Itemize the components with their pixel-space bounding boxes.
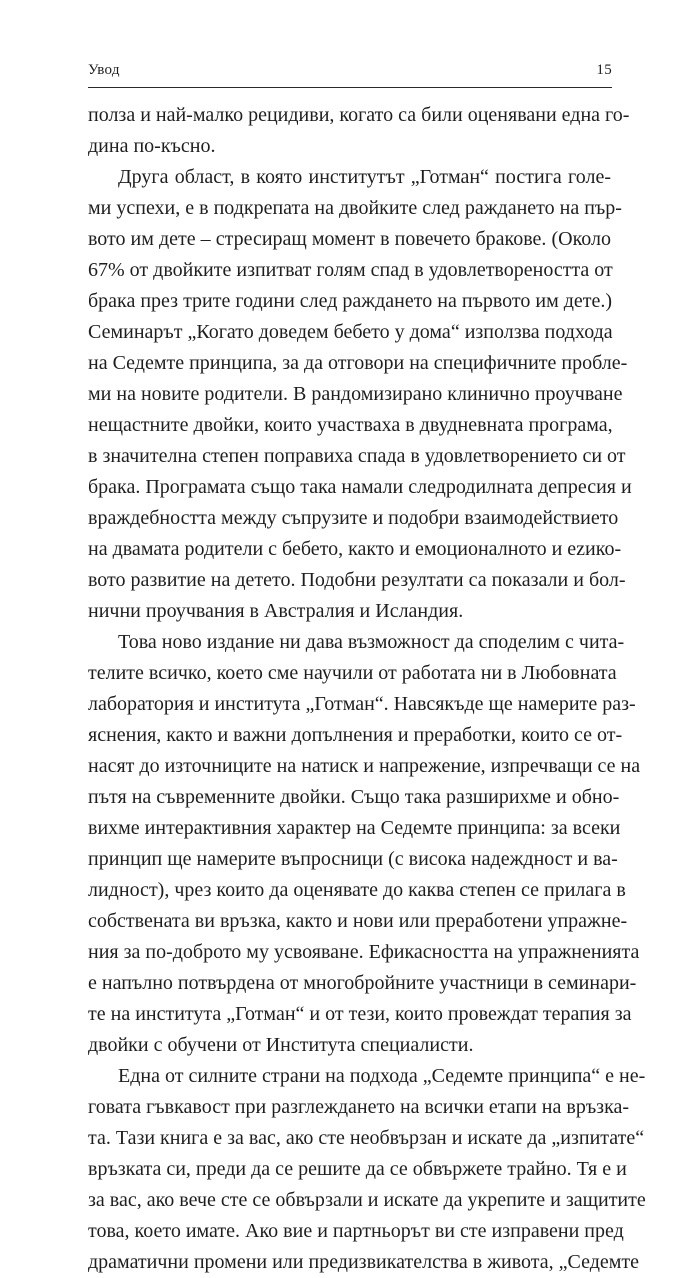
header-rule <box>88 87 612 88</box>
text-line: брака. Програмата също така намали следродилната депресия и <box>88 476 632 498</box>
text-line: Това ново издание ни дава възможност да споделим с чита- <box>118 631 625 653</box>
text-line: Семинарът „Когато доведем бебето у дома“ използва подхода <box>88 321 613 343</box>
text-line: нещастните двойки, които участваха в двудневната програма, <box>88 414 613 436</box>
text-line: ми успехи, е в подкрепата на двойките след раждането на пър- <box>88 197 622 219</box>
text-line: на Седемте принципа, за да отговори на специфичните пробле- <box>88 352 628 374</box>
body-text <box>88 100 646 1278</box>
page-number: 15 <box>596 62 612 78</box>
paragraph <box>88 100 630 162</box>
text-line: брака през трите години след раждането на първото им дете.) <box>88 290 613 312</box>
text-line: ми на новите родители. В рандомизирано клинично проучване <box>88 383 623 405</box>
text-line: полза и най-малко рецидиви, когато са били оценявани една го- <box>88 104 630 126</box>
text-line: та. Тази книга е за вас, ако сте необвързан и искате да „изпитате“ <box>88 1127 645 1149</box>
text-line: на двамата родители с бебето, както и емоционалното и ezико- <box>88 538 622 560</box>
text-line: лидност), чрез които да оценявате до каква степен се прилага в <box>88 879 626 901</box>
text-line: връзката си, преди да се решите да се обвържете трайно. Тя е и <box>88 1158 627 1180</box>
section-title: Увод <box>88 62 120 78</box>
text-line: яснения, както и важни допълнения и преработки, които се от- <box>88 724 623 746</box>
text-line: лаборатория и института „Готман“. Навсякъде ще намерите раз- <box>88 693 636 715</box>
text-line: Една от силните страни на подхода „Седемте принципа“ е не- <box>118 1065 646 1087</box>
text-line: 67% от двойките изпитват голям спад в удовлетвореността от <box>88 259 613 281</box>
paragraph <box>88 1061 646 1278</box>
paragraph <box>88 627 641 1061</box>
text-line: телите всичко, което сме научили от работата ни в Любовната <box>88 662 617 684</box>
text-line: дина по-късно. <box>88 135 216 157</box>
text-line: собствената ви връзка, както и нови или преработени упражне- <box>88 910 628 932</box>
text-line: вото им дете – стресиращ момент в повечето бракове. (Около <box>88 228 611 250</box>
text-line: това, което имате. Ако вие и партньорът ви сте изправени пред <box>88 1220 624 1242</box>
text-line: принцип ще намерите въпросници (с висока надеждност и ва- <box>88 848 618 870</box>
text-line: Друга област, в която институтът „Готман“ постига голе- <box>118 166 611 188</box>
text-line: в значителна степен поправиха спада в удовлетворението си от <box>88 445 626 467</box>
text-line: насят до източниците на натиск и напрежение, изпречващи се на <box>88 755 641 777</box>
text-line: говата гъвкавост при разглеждането на всички етапи на връзка- <box>88 1096 630 1118</box>
running-head <box>88 62 612 79</box>
text-line: вихме интерактивния характер на Седемте принципа: за всеки <box>88 817 621 839</box>
text-line: ния за по-доброто му усвояване. Ефикасността на упражненията <box>88 941 640 963</box>
paragraph <box>88 162 632 627</box>
text-line: те на института „Готман“ и от тези, които провеждат терапия за <box>88 1003 632 1025</box>
text-line: враждебността между съпрузите и подобри взаимодействието <box>88 507 619 529</box>
text-line: вото развитие на детето. Подобни резултати са показали и бол- <box>88 569 626 591</box>
text-line: за вас, ако вече сте се обвързали и искате да укрепите и защитите <box>88 1189 646 1211</box>
text-line: драматични промени или предизвикателства в живота, „Седемте <box>88 1251 640 1273</box>
text-line: двойки с обучени от Института специалисти. <box>88 1034 474 1056</box>
text-line: нични проучвания в Австралия и Исландия. <box>88 600 464 622</box>
text-line: е напълно потвърдена от многобройните участници в семинари- <box>88 972 637 994</box>
text-line: пътя на съвременните двойки. Също така разширихме и обно- <box>88 786 620 808</box>
